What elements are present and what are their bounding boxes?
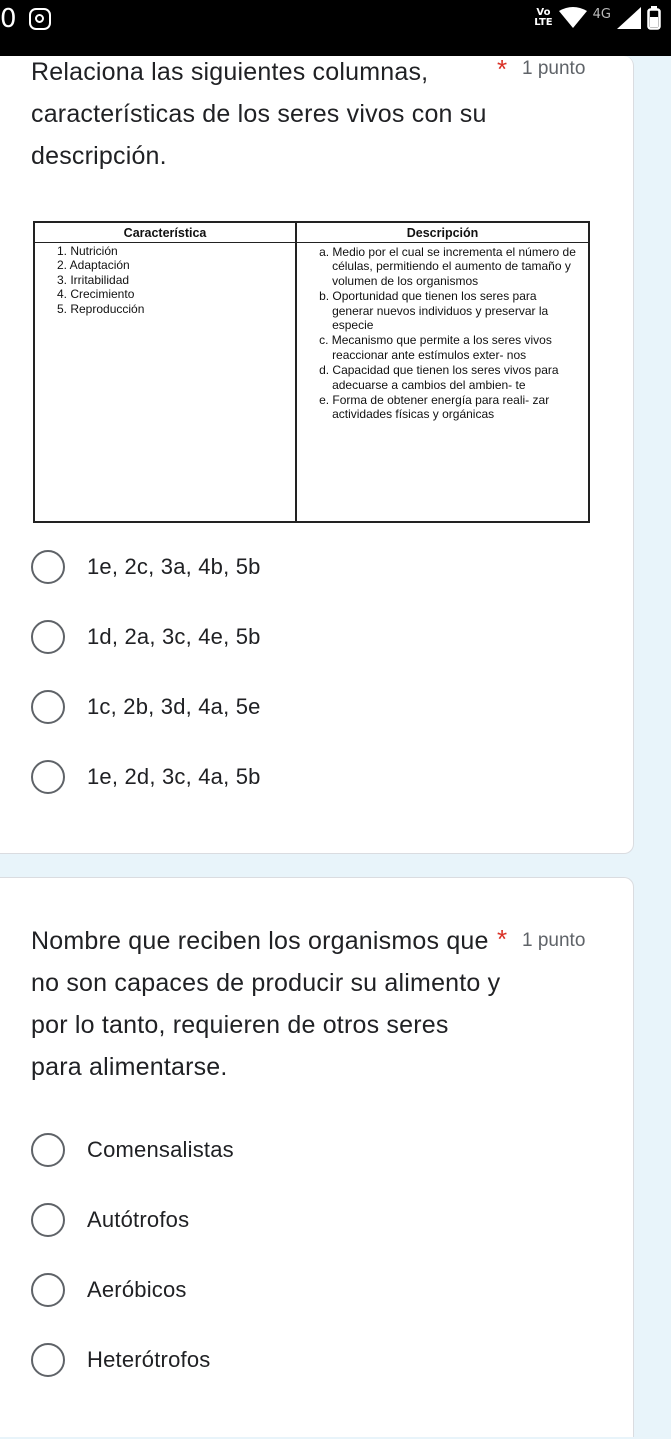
- list-item: a. Medio por el cual se incrementa el número de células, permitiendo el aumento de tamaño y volumen de los organismos: [319, 245, 576, 288]
- question-card-2: [0, 877, 634, 1437]
- volte-icon: Vo LTE: [534, 7, 553, 28]
- option-4[interactable]: [31, 759, 261, 795]
- radio-button[interactable]: [31, 1273, 65, 1307]
- required-mark: *: [497, 924, 508, 954]
- radio-button[interactable]: [31, 1343, 65, 1377]
- option-2[interactable]: [31, 1202, 189, 1238]
- instagram-icon: [29, 8, 51, 30]
- list-item: 1. Nutrición: [57, 244, 118, 258]
- status-bar: [0, 0, 671, 56]
- option-label: 1c, 2b, 3d, 4a, 5e: [87, 694, 261, 719]
- points-label: 1 punto: [522, 58, 586, 79]
- list-item: 4. Crecimiento: [57, 287, 135, 302]
- list-item: 5. Reproducción: [57, 301, 145, 316]
- option-label: 1e, 2c, 3a, 4b, 5b: [87, 554, 261, 579]
- signal-icon: [617, 7, 641, 29]
- status-left-char: 0: [0, 4, 17, 34]
- option-label: Comensalistas: [87, 1137, 234, 1162]
- option-label: 1e, 2d, 3c, 4a, 5b: [87, 764, 261, 789]
- list-item: d. Capacidad que tienen los seres vivos para adecuarse a cambios del ambien- te: [319, 363, 559, 392]
- list-item: 2. Adaptación: [57, 258, 130, 273]
- option-label: 1d, 2a, 3c, 4e, 5b: [87, 624, 261, 649]
- option-label: Heterótrofos: [87, 1347, 211, 1372]
- list-item: c. Mecanismo que permite a los seres vivos reaccionar ante estímulos exter- nos: [319, 333, 552, 362]
- wifi-icon: [559, 7, 587, 29]
- radio-button[interactable]: [31, 690, 65, 724]
- list-item: 3. Irritabilidad: [57, 272, 130, 287]
- option-3[interactable]: [31, 689, 261, 725]
- radio-button[interactable]: [31, 550, 65, 584]
- option-1[interactable]: [31, 549, 261, 585]
- description-list: [297, 243, 588, 422]
- required-mark: *: [497, 54, 508, 84]
- option-4[interactable]: [31, 1342, 210, 1378]
- question-title: Nombre que reciben los organismos que no son capaces de producir su alimento y por lo tanto, requieren de otros seres para alimentarse.: [31, 927, 501, 1081]
- list-item: b. Oportunidad que tienen los seres para generar nuevos individuos y preservar la especie: [319, 289, 549, 333]
- list-item: e. Forma de obtener energía para reali- zar actividades físicas y orgánicas: [319, 393, 550, 422]
- option-label: Aeróbicos: [87, 1277, 187, 1302]
- radio-button[interactable]: [31, 1203, 65, 1237]
- network-type: 4G: [592, 6, 611, 22]
- table-header-characteristic: Característica: [35, 223, 295, 243]
- option-2[interactable]: [31, 619, 261, 655]
- status-right: [534, 4, 661, 32]
- points-label: 1 punto: [522, 930, 586, 951]
- table-column-descriptions: [297, 223, 588, 521]
- question-title: Relaciona las siguientes columnas, características de los seres vivos con su descripción.: [31, 58, 487, 170]
- radio-button[interactable]: [31, 1133, 65, 1167]
- question-image-table: [33, 221, 590, 523]
- table-column-characteristics: [35, 223, 297, 521]
- radio-button[interactable]: [31, 620, 65, 654]
- status-left: [0, 4, 51, 34]
- option-1[interactable]: [31, 1132, 234, 1168]
- question-card-1: [0, 56, 634, 854]
- option-label: Autótrofos: [87, 1207, 190, 1232]
- table-header-description: Descripción: [297, 223, 588, 243]
- characteristic-list: [35, 243, 295, 316]
- option-3[interactable]: [31, 1272, 187, 1308]
- radio-button[interactable]: [31, 760, 65, 794]
- battery-icon: [647, 6, 661, 30]
